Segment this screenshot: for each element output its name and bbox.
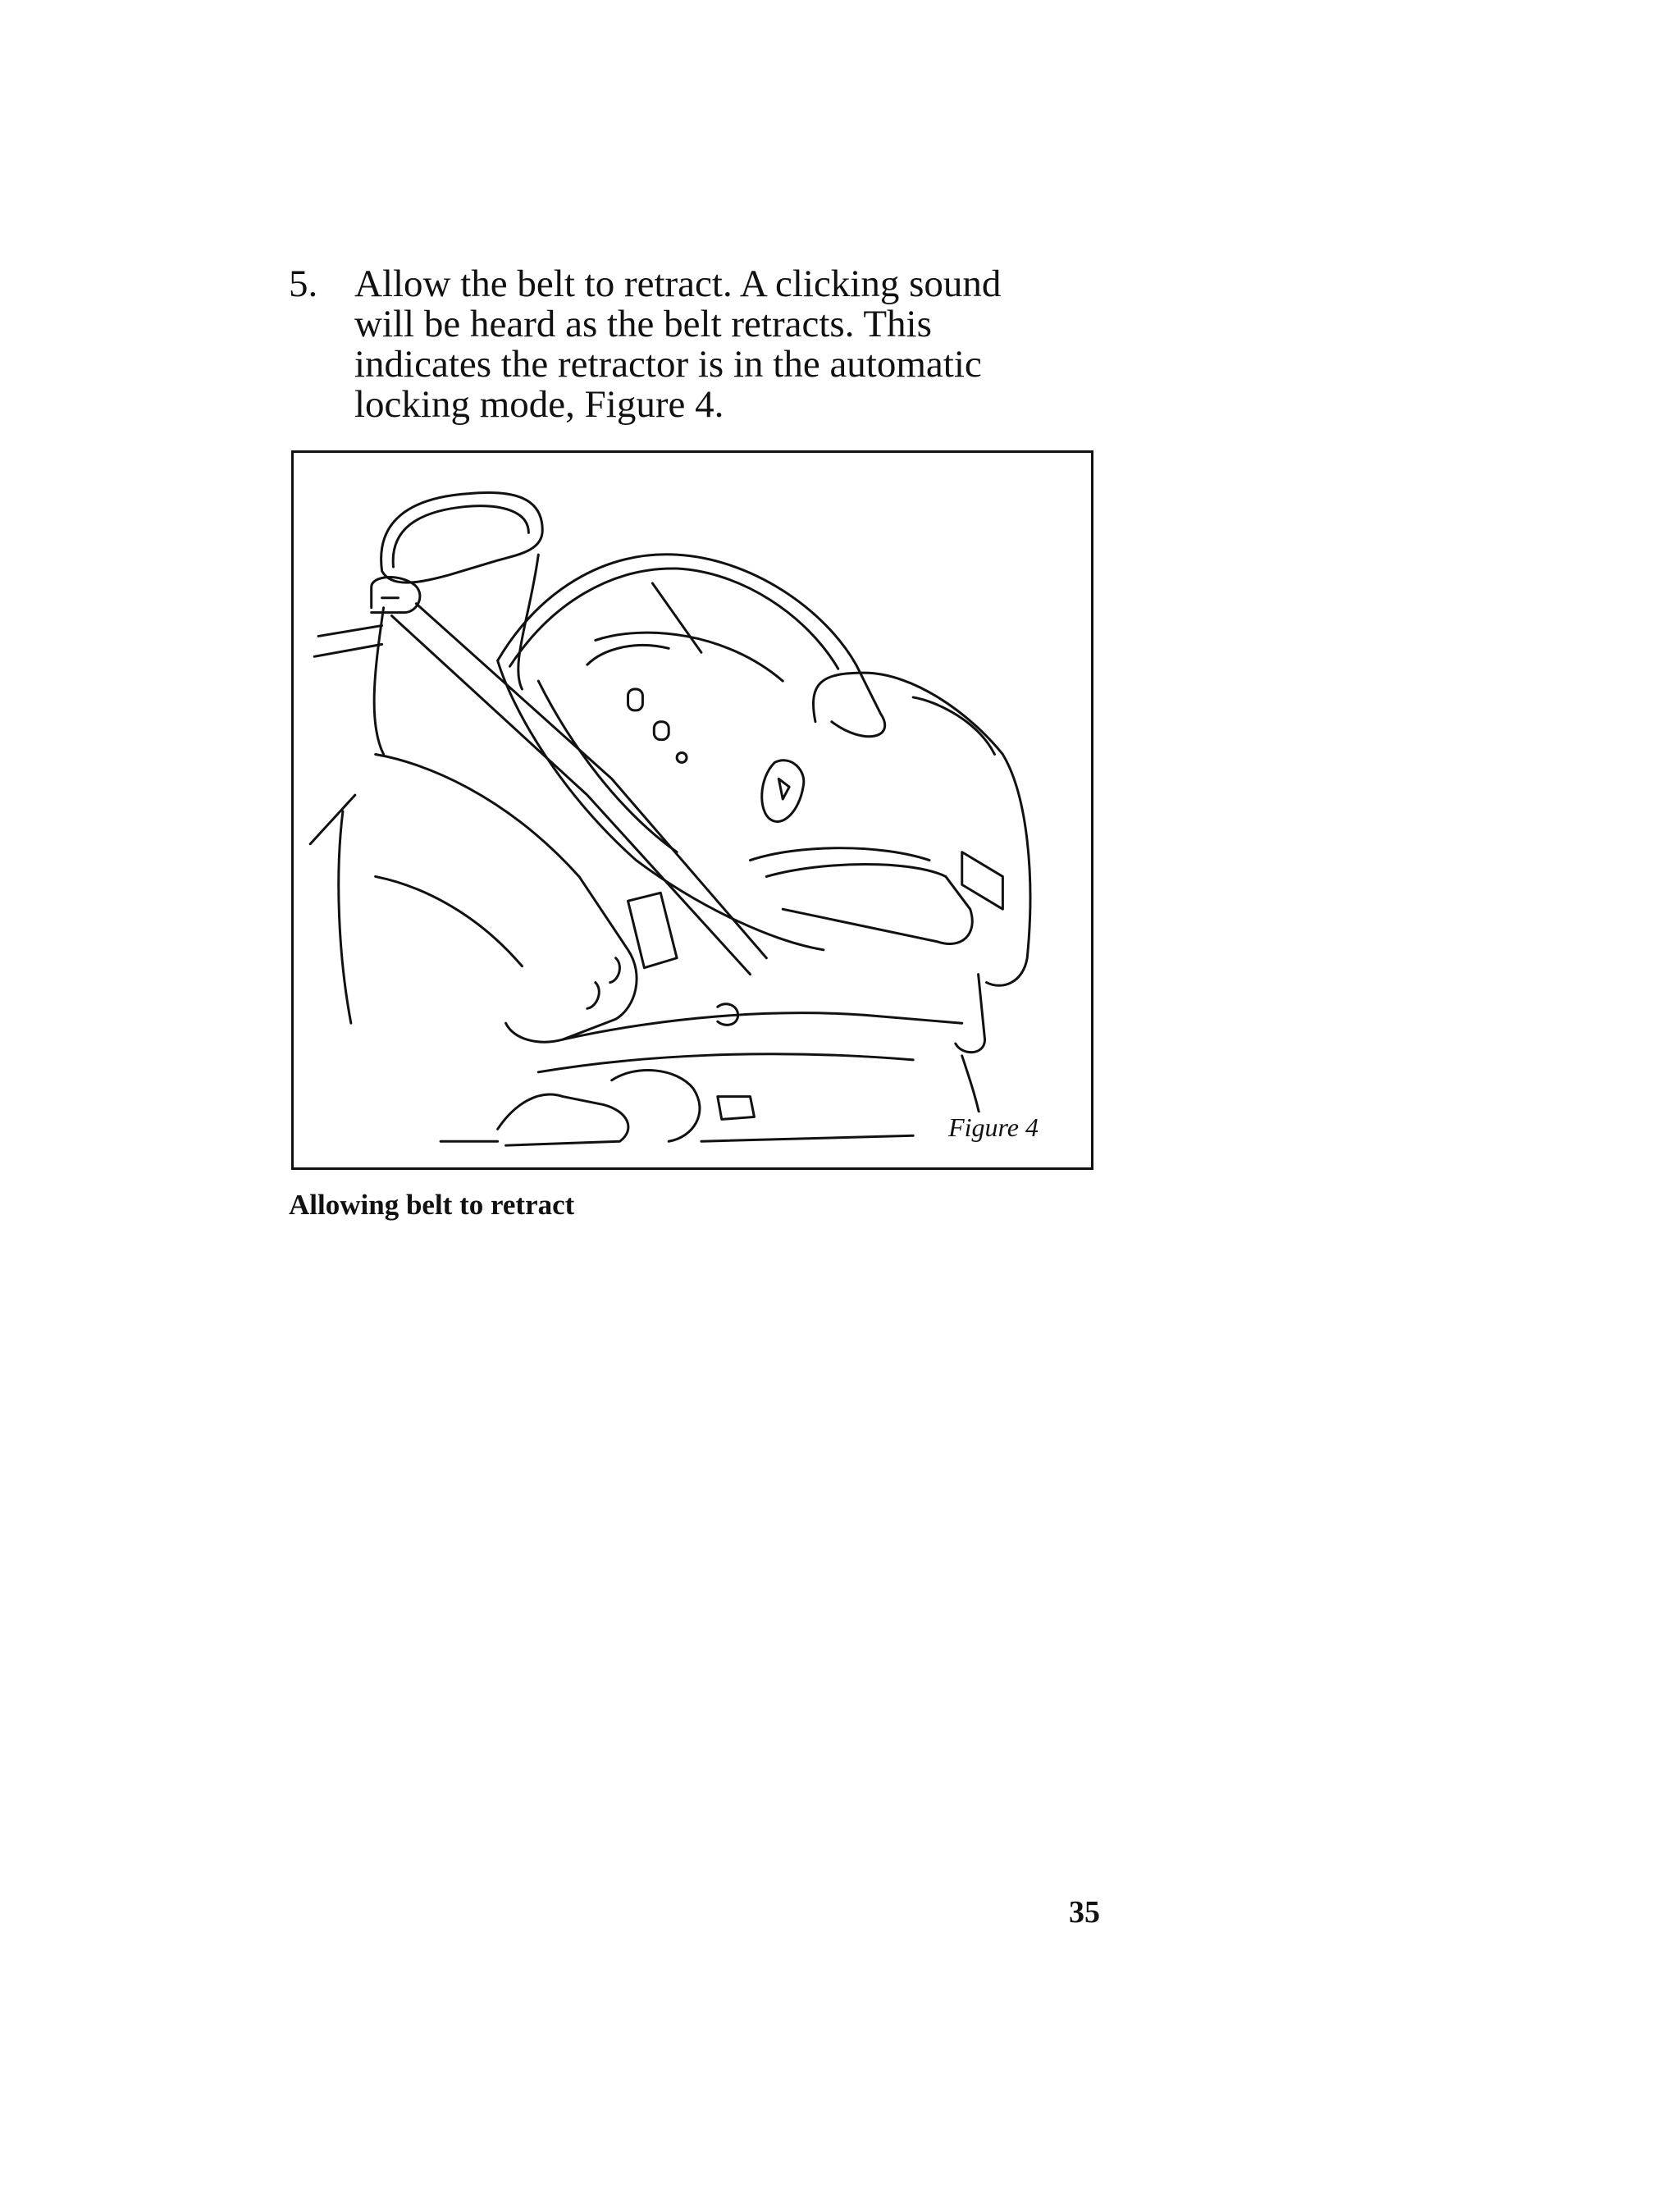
figure-caption: Allowing belt to retract [289, 1189, 575, 1221]
figure-frame [291, 450, 1093, 1170]
figure-label: Figure 4 [945, 1112, 1042, 1143]
step-text-line: will be heard as the belt retracts. This [354, 303, 932, 345]
step-text [354, 264, 1142, 425]
child-seat-belt-retract-illustration [294, 453, 1091, 1167]
step-text-line: Allow the belt to retract. A clicking sound [354, 263, 1002, 305]
page-number: 35 [1069, 1895, 1100, 1930]
step-text-line: indicates the retractor is in the automatic [354, 343, 982, 386]
step-number: 5. [289, 263, 318, 305]
step-text-line: locking mode, Figure 4. [354, 383, 724, 426]
